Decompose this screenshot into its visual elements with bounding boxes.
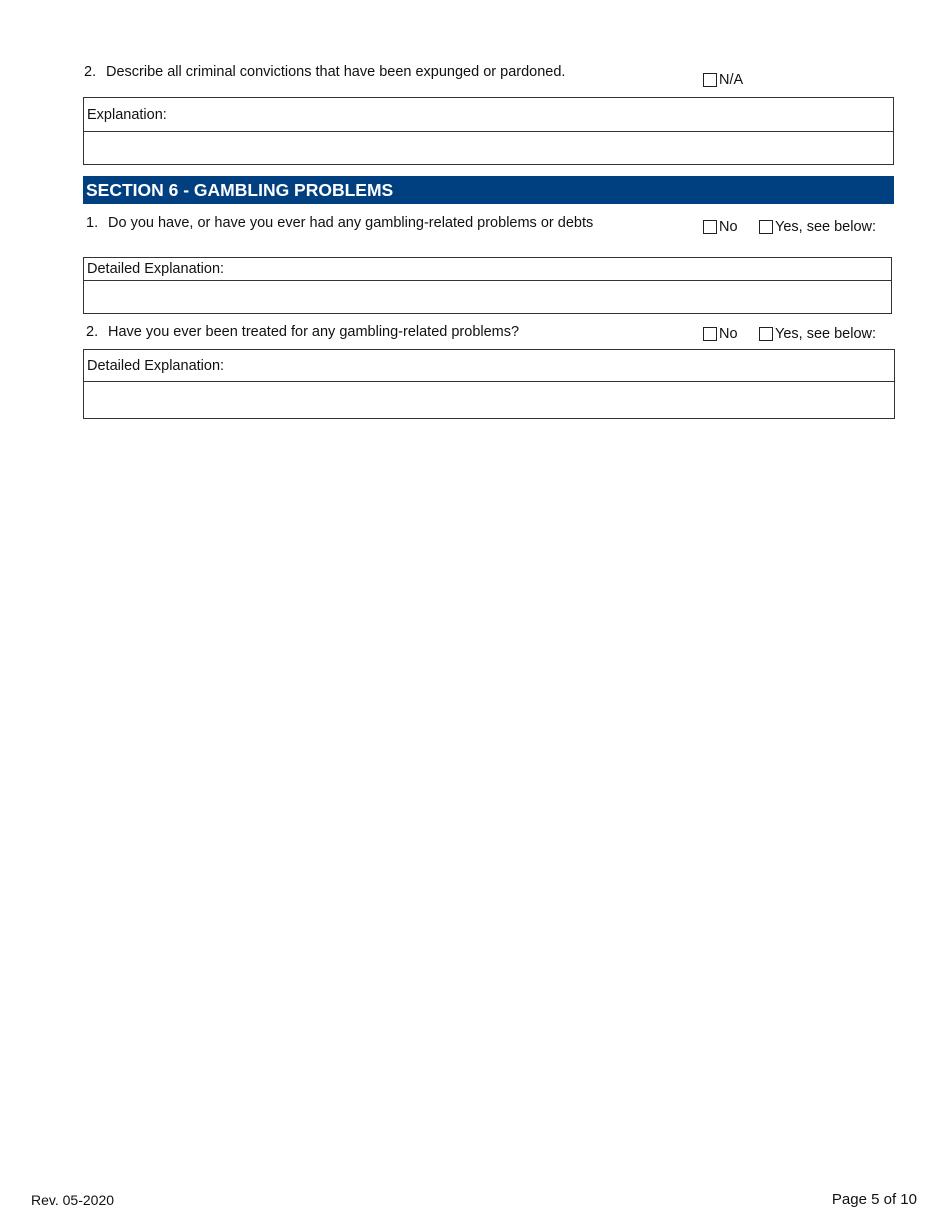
checkbox-square-icon[interactable] [703,73,717,87]
conviction-question [84,63,565,81]
gambling-problems-question [86,214,593,232]
q1-explanation-input[interactable] [84,281,891,313]
q2-yes-checkbox[interactable] [759,326,876,342]
na-checkbox-label: N/A [719,72,744,88]
checkbox-square-icon[interactable] [703,327,717,341]
q1-no-checkbox[interactable] [703,219,738,235]
section-6-title: SECTION 6 - GAMBLING PROBLEMS [86,179,394,200]
question-text: Describe all criminal convictions that have been expunged or pardoned. [106,64,566,80]
checkbox-square-icon[interactable] [759,327,773,341]
checkbox-square-icon[interactable] [759,220,773,234]
detailed-explanation-label: Detailed Explanation: [84,258,891,281]
question-number: 2. [84,64,97,80]
question-text: Have you ever been treated for any gambling-related problems? [108,324,520,340]
conviction-explanation-box [83,97,894,165]
q1-yes-label: Yes, see below: [775,219,877,235]
detailed-explanation-label: Detailed Explanation: [84,350,894,382]
question-number: 1. [86,215,99,231]
gambling-treatment-question [86,323,519,341]
question-number: 2. [86,324,99,340]
q1-no-label: No [719,219,738,235]
conviction-explanation-input[interactable] [84,132,893,164]
q1-explanation-box [83,257,892,314]
section-6-header [83,176,894,204]
q1-yes-checkbox[interactable] [759,219,876,235]
na-checkbox[interactable] [703,72,743,88]
q2-explanation-box [83,349,895,419]
question-text: Do you have, or have you ever had any gambling-related problems or debts [108,215,594,231]
q2-explanation-input[interactable] [84,382,894,418]
q2-yes-label: Yes, see below: [775,326,877,342]
q2-no-checkbox[interactable] [703,326,738,342]
q2-no-label: No [719,326,738,342]
checkbox-square-icon[interactable] [703,220,717,234]
revision-label: Rev. 05-2020 [31,1192,115,1208]
page-number: Page 5 of 10 [831,1191,917,1208]
explanation-label: Explanation: [84,98,893,132]
